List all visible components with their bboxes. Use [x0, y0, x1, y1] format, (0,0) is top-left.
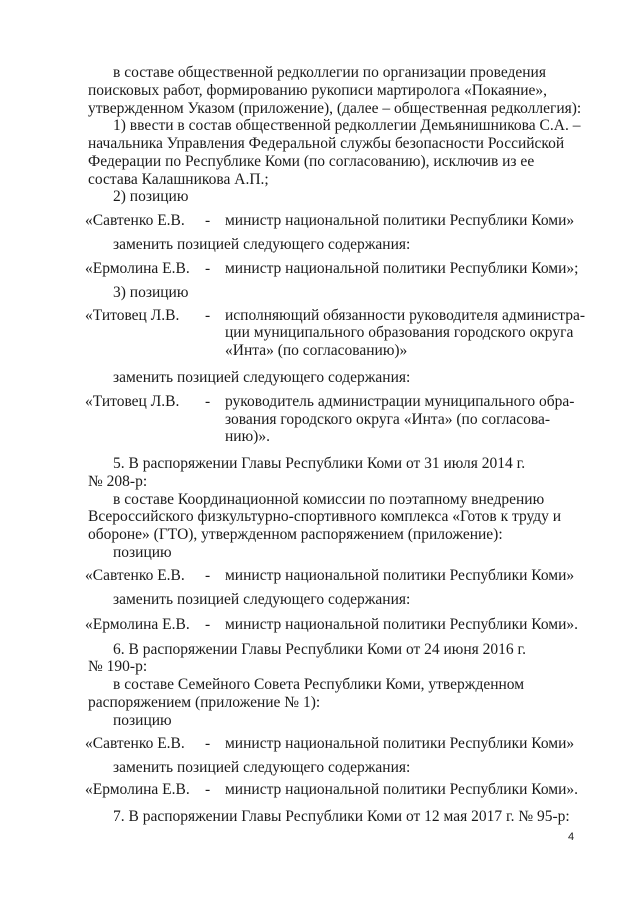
position-desc: министр национальной политики Республики Коми». — [225, 615, 579, 633]
text-line: позицию — [113, 711, 172, 729]
text-line: в составе Координационной комиссии по поэтапному внедрению — [113, 490, 545, 508]
text-line: обороне» (ГТО), утвержденном распоряжением (приложение): — [88, 526, 503, 543]
text-line: 6. В распоряжении Главы Республики Коми от 24 июня 2016 г. — [113, 640, 527, 658]
text-line: заменить позицией следующего содержания: — [113, 758, 411, 776]
position-dash: - — [205, 212, 211, 230]
position-name: «Титовец Л.В. — [85, 392, 180, 410]
position-desc: министр национальной политики Республики Коми»; — [225, 260, 579, 278]
text-line: заменить позицией следующего содержания: — [113, 590, 411, 608]
position-name: «Ермолина Е.В. — [85, 615, 190, 633]
position-name: «Савтенко Е.В. — [85, 212, 185, 230]
text-line: Всероссийского физкультурно-спортивного комплекса «Готов к труду и — [88, 508, 562, 526]
position-desc: нию)». — [225, 428, 270, 446]
text-line: № 208-р: — [88, 472, 148, 490]
position-desc: министр национальной политики Республики Коми». — [225, 781, 579, 798]
position-desc: ции муниципального образования городского округа — [225, 324, 574, 342]
text-line: Федерации по Республике Коми (по согласованию), исключив из ее — [88, 152, 535, 170]
position-name: «Титовец Л.В. — [85, 306, 180, 324]
text-line: в составе общественной редколлегии по организации проведения — [113, 64, 546, 81]
position-dash: - — [205, 615, 211, 633]
position-desc: руководитель администрации муниципального обра- — [225, 392, 575, 410]
text-line: поисковых работ, формированию рукописи мартиролога «Покаяние», — [88, 81, 548, 99]
text-line: позицию — [113, 543, 172, 561]
position-dash: - — [205, 566, 211, 584]
position-desc: зования городского округа «Инта» (по согласова- — [225, 410, 551, 428]
text-line: заменить позицией следующего содержания: — [113, 236, 411, 254]
page-number: 4 — [568, 831, 575, 843]
text-line: состава Калашникова А.П.; — [88, 170, 269, 188]
text-line: 7. В распоряжении Главы Республики Коми от 12 мая 2017 г. № 95-р: — [113, 808, 570, 825]
position-desc: министр национальной политики Республики Коми» — [225, 566, 575, 584]
position-dash: - — [205, 392, 211, 410]
text-line: 3) позицию — [113, 284, 189, 302]
text-line: начальника Управления Федеральной службы безопасности Российской — [88, 135, 565, 153]
position-name: «Савтенко Е.В. — [85, 734, 185, 752]
position-dash: - — [205, 306, 211, 324]
position-name: «Савтенко Е.В. — [85, 566, 185, 584]
text-line: распоряжением (приложение № 1): — [88, 693, 321, 711]
text-line: 1) ввести в состав общественной редколлегии Демьянишникова С.А. – — [113, 117, 581, 135]
position-dash: - — [205, 781, 211, 798]
position-name: «Ермолина Е.В. — [85, 260, 190, 278]
text-line: заменить позицией следующего содержания: — [113, 368, 411, 386]
text-line: в составе Семейного Совета Республики Коми, утвержденном — [113, 676, 525, 694]
text-line: № 190-р: — [88, 658, 148, 676]
text-line: 5. В распоряжении Главы Республики Коми от 31 июля 2014 г. — [113, 454, 526, 472]
position-dash: - — [205, 260, 211, 278]
position-name: «Ермолина Е.В. — [85, 781, 190, 798]
position-desc: «Инта» (по согласованию)» — [225, 342, 408, 360]
position-desc: министр национальной политики Республики Коми» — [225, 734, 575, 752]
position-desc: министр национальной политики Республики Коми» — [225, 212, 575, 230]
position-desc: исполняющий обязанности руководителя администра- — [225, 306, 586, 324]
text-line: утвержденном Указом (приложение), (далее – общественная редколлегия): — [88, 99, 582, 117]
text-line: 2) позицию — [113, 188, 189, 206]
position-dash: - — [205, 734, 211, 752]
